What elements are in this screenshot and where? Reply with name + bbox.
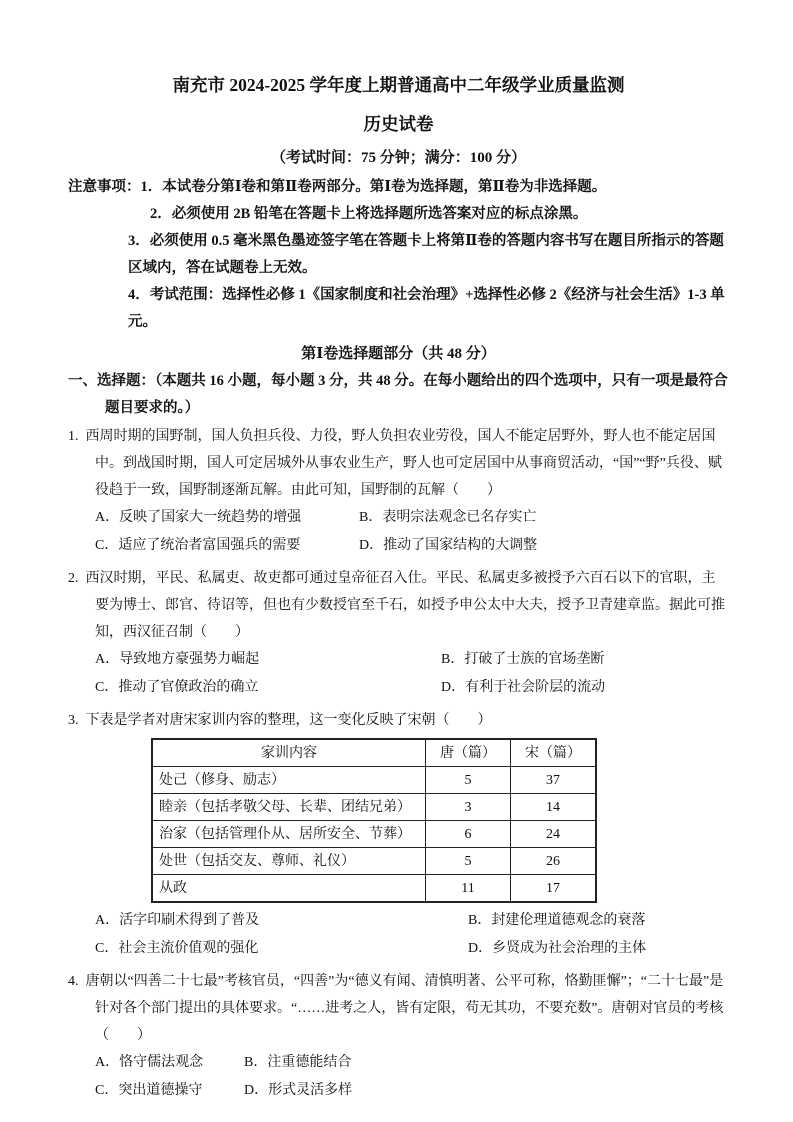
- question-3-option-d: D．乡贤成为社会治理的主体: [468, 941, 647, 956]
- question-1-options: [95, 504, 729, 560]
- question-1-stem: [68, 423, 729, 504]
- notice-item-3: 3．必须使用 0.5 毫米黑色墨迹签字笔在答题卡上将第Ⅱ卷的答题内容书写在题目所指示的答题区域内，答在试题卷上无效。: [128, 233, 724, 276]
- question-2-option-b: B．打破了士族的官场垄断: [441, 652, 605, 667]
- exam-title: 南充市 2024-2025 学年度上期普通高中二年级学业质量监测: [172, 75, 625, 95]
- table-cell: 24: [511, 821, 597, 848]
- table-cell: 从政: [152, 875, 426, 903]
- section-i-header: 第Ⅰ卷选择题部分（共 48 分）: [301, 346, 496, 362]
- question-2-stem: [68, 565, 729, 646]
- question-4-option-c: C．突出道德操守: [95, 1083, 203, 1098]
- table-row: [152, 794, 596, 821]
- question-1-text: 西周时期的国野制，国人负担兵役、力役，野人负担农业劳役，国人不能定居野外，野人也不能定居国中。到战国时期，国人可定居城外从事农业生产，野人也可定居国中从事商贸活动，“国”“野”兵役、赋役趋于一致，国野制逐渐瓦解。由此可知，国野制的瓦解（ ）: [85, 429, 722, 498]
- table-cell: 17: [511, 875, 597, 903]
- question-2-options: [95, 646, 729, 702]
- question-3-option-a: A．活字印刷术得到了普及: [95, 913, 260, 928]
- question-3: [68, 707, 729, 963]
- table-cell: 治家（包括管理仆从、居所安全、节葬）: [152, 821, 426, 848]
- question-4-option-d: D．形式灵活多样: [244, 1083, 353, 1098]
- table-cell: 26: [511, 848, 597, 875]
- exam-time-score-info: （考试时间：75 分钟；满分：100 分）: [270, 150, 526, 166]
- table-cell: 11: [426, 875, 511, 903]
- question-4-number: 4.: [68, 974, 79, 989]
- question-4-option-a: A．恪守儒法观念: [95, 1055, 204, 1070]
- table-cell: 睦亲（包括孝敬父母、长辈、团结兄弟）: [152, 794, 426, 821]
- question-3-option-b: B．封建伦理道德观念的衰落: [468, 913, 646, 928]
- table-header-content: 家训内容: [152, 739, 426, 767]
- question-3-option-c: C．社会主流价值观的强化: [95, 941, 259, 956]
- table-row: [152, 821, 596, 848]
- table-row: [152, 767, 596, 794]
- question-4-option-b: B．注重德能结合: [244, 1055, 352, 1070]
- question-4: [68, 968, 729, 1105]
- table-cell: 5: [426, 767, 511, 794]
- table-cell: 6: [426, 821, 511, 848]
- table-cell: 37: [511, 767, 597, 794]
- question-1-option-b: B．表明宗法观念已名存实亡: [359, 510, 537, 525]
- question-4-stem: [68, 968, 729, 1049]
- question-2: [68, 565, 729, 702]
- notice-item-1-text: 1．本试卷分第Ⅰ卷和第Ⅱ卷两部分。第Ⅰ卷为选择题，第Ⅱ卷为非选择题。: [140, 179, 607, 195]
- question-2-option-a: A．导致地方豪强势力崛起: [95, 652, 260, 667]
- family-precepts-table: [151, 738, 597, 903]
- question-1-option-c: C．适应了统治者富国强兵的需要: [95, 538, 301, 553]
- table-header-row: [152, 739, 596, 767]
- question-1-option-a: A．反映了国家大一统趋势的增强: [95, 510, 302, 525]
- question-3-number: 3.: [68, 713, 79, 728]
- question-3-options: [95, 907, 729, 963]
- notices-block: [68, 174, 729, 336]
- table-row: [152, 875, 596, 903]
- notice-item-2: 2．必须使用 2B 铅笔在答题卡上将选择题所选答案对应的标点涂黑。: [150, 206, 588, 222]
- table-cell: 处世（包括交友、尊师、礼仪）: [152, 848, 426, 875]
- table-cell: 3: [426, 794, 511, 821]
- table-row: [152, 848, 596, 875]
- table-header-song: 宋（篇）: [511, 739, 597, 767]
- question-2-option-d: D．有利于社会阶层的流动: [441, 680, 606, 695]
- question-3-text: 下表是学者对唐宋家训内容的整理，这一变化反映了宋朝（ ）: [85, 713, 492, 728]
- question-2-option-c: C．推动了官僚政治的确立: [95, 680, 259, 695]
- question-1-number: 1.: [68, 429, 79, 444]
- question-2-text: 西汉时期，平民、私属吏、故吏都可通过皇帝征召入仕。平民、私属吏多被授予六百石以下的官职，主要为博士、郎官、待诏等，但也有少数授官至千石，如授予申公太中大夫，授予卫青建章监。据此可推知，西汉征召制（ ）: [85, 571, 725, 640]
- question-2-number: 2.: [68, 571, 79, 586]
- table-cell: 5: [426, 848, 511, 875]
- question-1: [68, 423, 729, 560]
- table-header-tang: 唐（篇）: [426, 739, 511, 767]
- notices-label: 注意事项：: [68, 179, 141, 195]
- exam-subject-title: 历史试卷: [363, 114, 434, 134]
- table-cell: 处己（修身、励志）: [152, 767, 426, 794]
- table-cell: 14: [511, 794, 597, 821]
- question-4-options: [95, 1049, 729, 1105]
- notice-item-1: [68, 174, 729, 201]
- question-4-text: 唐朝以“四善二十七最”考核官员，“四善”为“德义有闻、清慎明著、公平可称，恪勤匪懈”；“二十七最”是针对各个部门提出的具体要求。“……进考之人，皆有定限，苟无其功，不要充数”。唐朝对官员的考核（ ）: [85, 974, 724, 1043]
- section-instruction: 一、选择题：（本题共 16 小题，每小题 3 分，共 48 分。在每小题给出的四个选项中，只有一项是最符合题目要求的。）: [68, 373, 728, 416]
- notice-item-4: 4．考试范围：选择性必修 1《国家制度和社会治理》+选择性必修 2《经济与社会生活》1-3 单元。: [128, 287, 725, 330]
- question-3-stem: [68, 707, 729, 734]
- question-1-option-d: D．推动了国家结构的大调整: [359, 538, 538, 553]
